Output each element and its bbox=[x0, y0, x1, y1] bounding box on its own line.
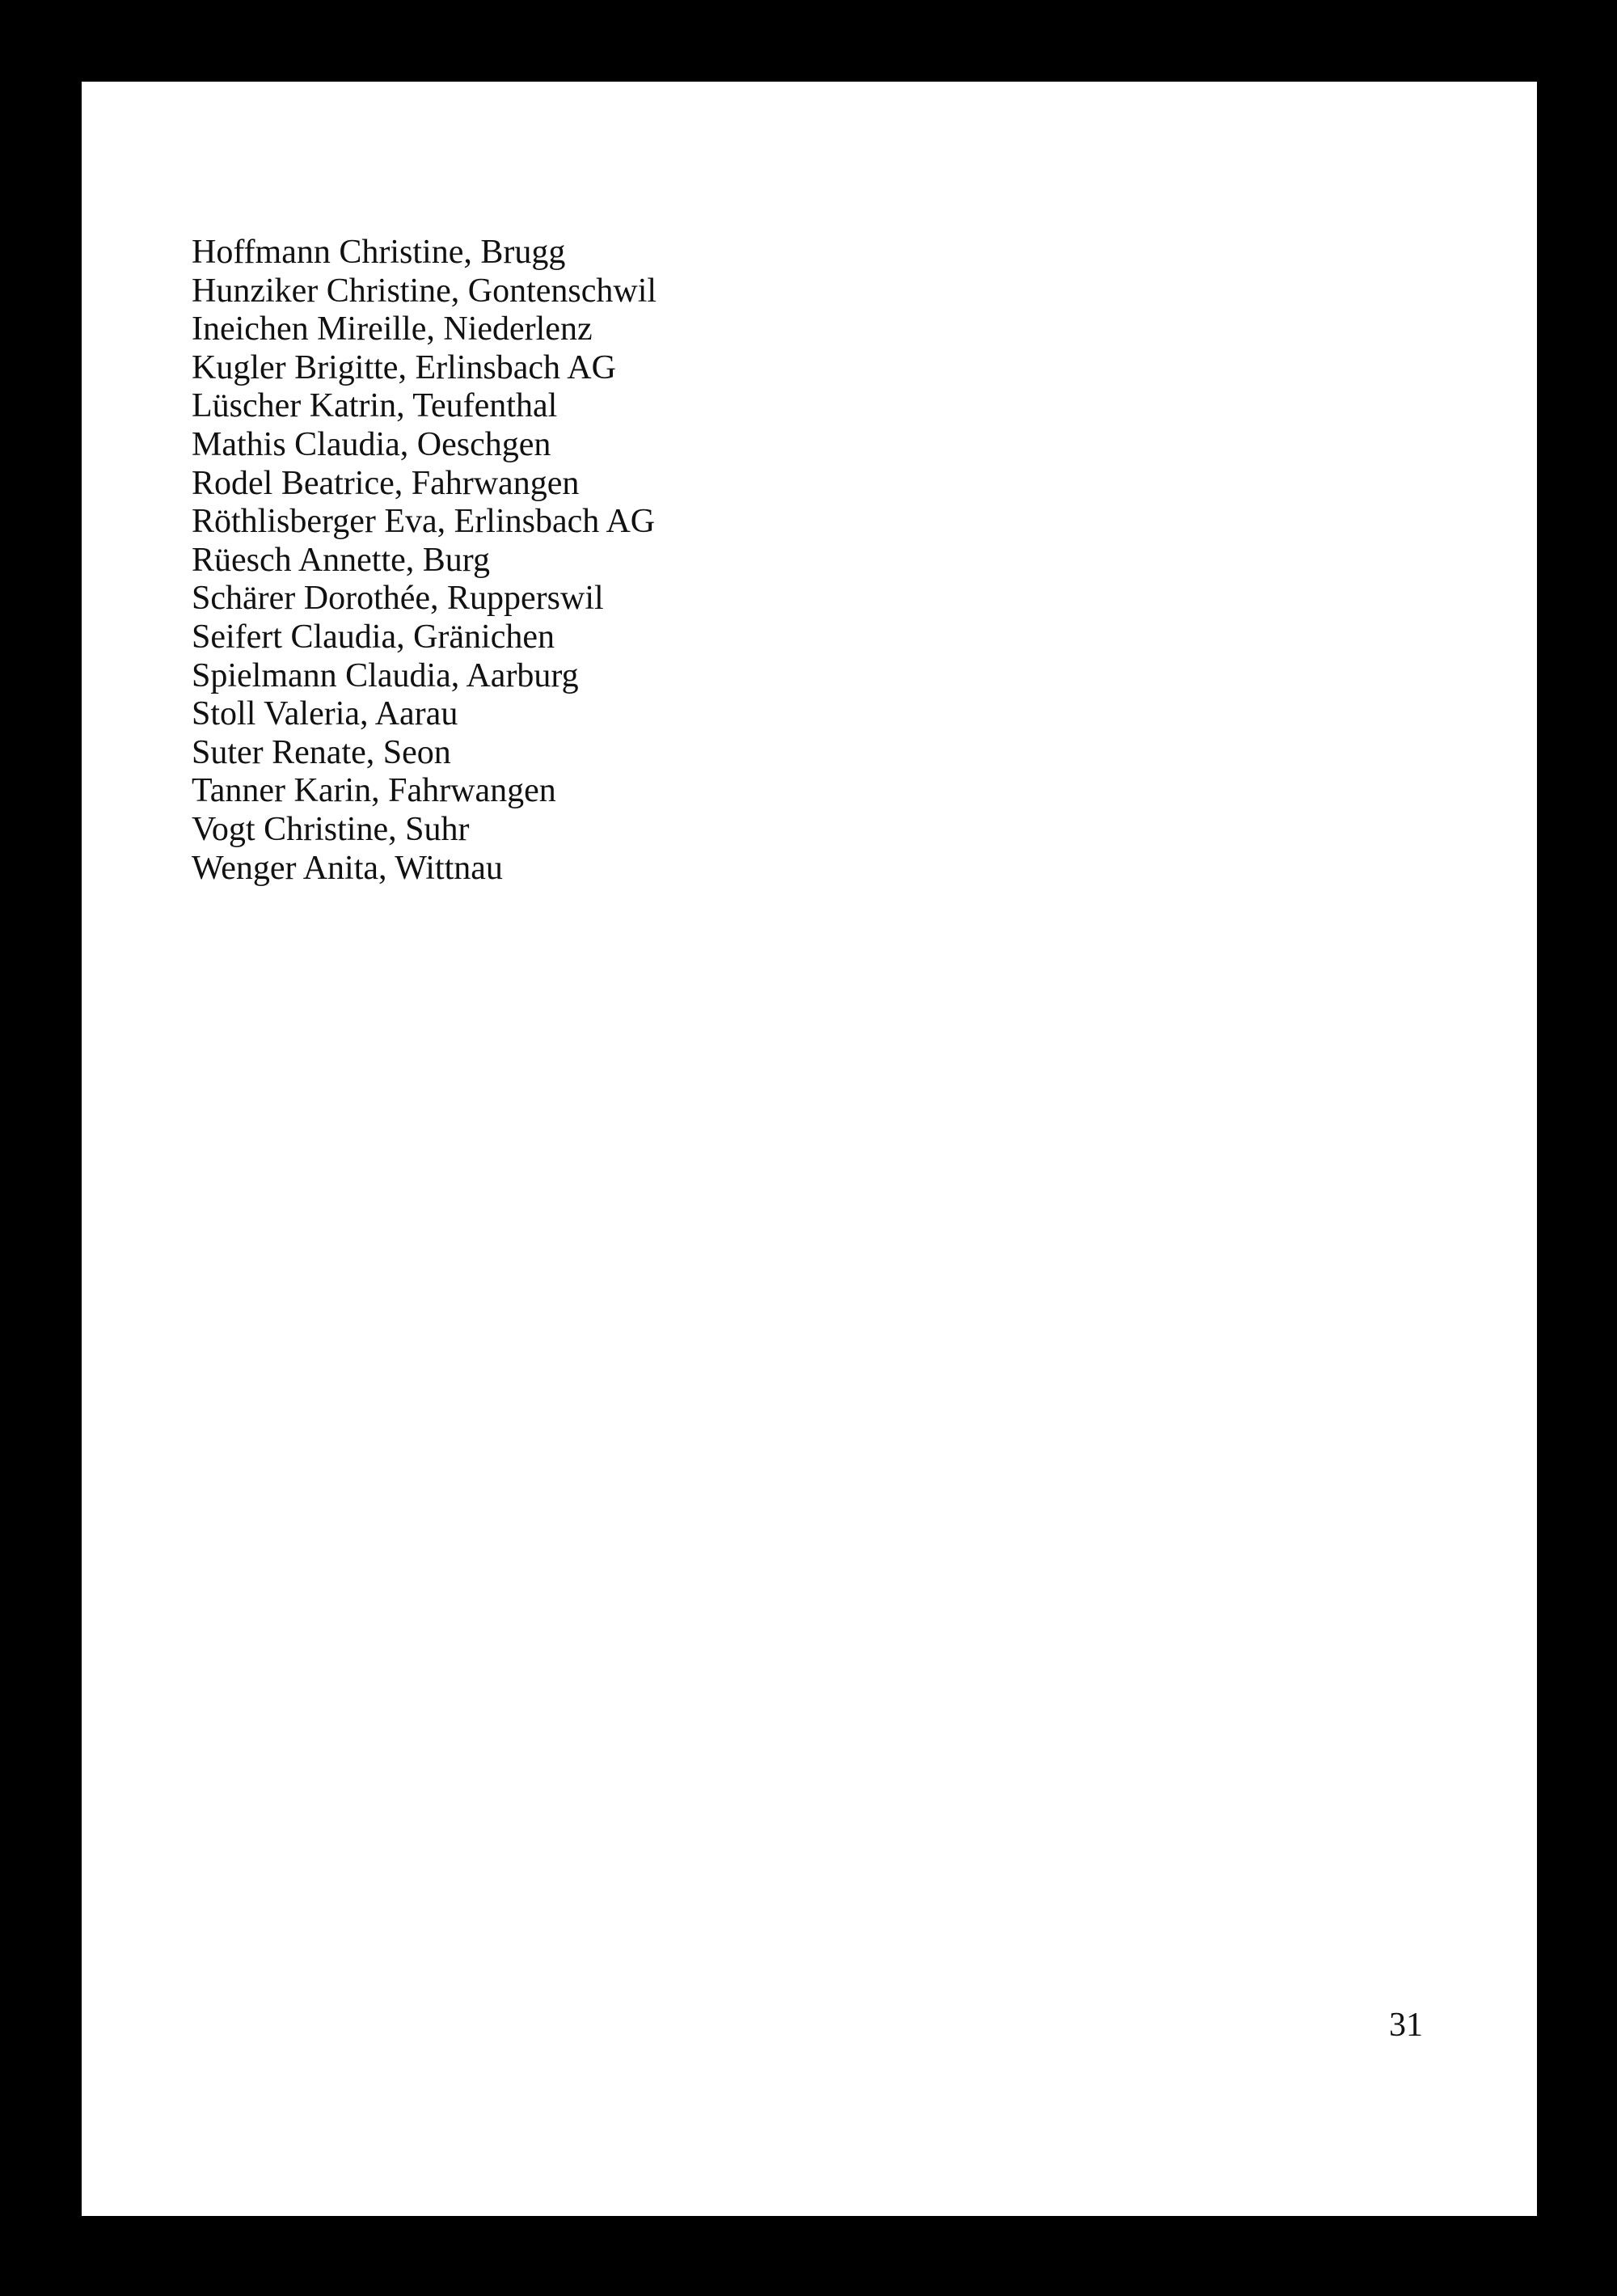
name-list bbox=[192, 234, 657, 888]
list-item: Spielmann Claudia, Aarburg bbox=[192, 656, 579, 694]
list-item: Hunziker Christine, Gontenschwil bbox=[192, 272, 657, 310]
list-item: Lüscher Katrin, Teufenthal bbox=[192, 387, 558, 425]
list-item: Hoffmann Christine, Brugg bbox=[192, 234, 566, 271]
list-item: Stoll Valeria, Aarau bbox=[192, 695, 458, 733]
list-item: Seifert Claudia, Gränichen bbox=[192, 618, 555, 656]
page-number: 31 bbox=[1389, 2007, 1423, 2044]
document-page bbox=[82, 82, 1537, 2216]
list-item: Vogt Christine, Suhr bbox=[192, 810, 470, 848]
list-item: Rodel Beatrice, Fahrwangen bbox=[192, 464, 580, 502]
list-item: Röthlisberger Eva, Erlinsbach AG bbox=[192, 503, 656, 541]
list-item: Schärer Dorothée, Rupperswil bbox=[192, 580, 604, 618]
list-item: Tanner Karin, Fahrwangen bbox=[192, 772, 556, 810]
list-item: Ineichen Mireille, Niederlenz bbox=[192, 310, 593, 348]
list-item: Kugler Brigitte, Erlinsbach AG bbox=[192, 348, 616, 386]
list-item: Rüesch Annette, Burg bbox=[192, 541, 491, 579]
list-item: Suter Renate, Seon bbox=[192, 733, 451, 771]
list-item: Wenger Anita, Wittnau bbox=[192, 849, 503, 887]
list-item: Mathis Claudia, Oeschgen bbox=[192, 425, 551, 463]
